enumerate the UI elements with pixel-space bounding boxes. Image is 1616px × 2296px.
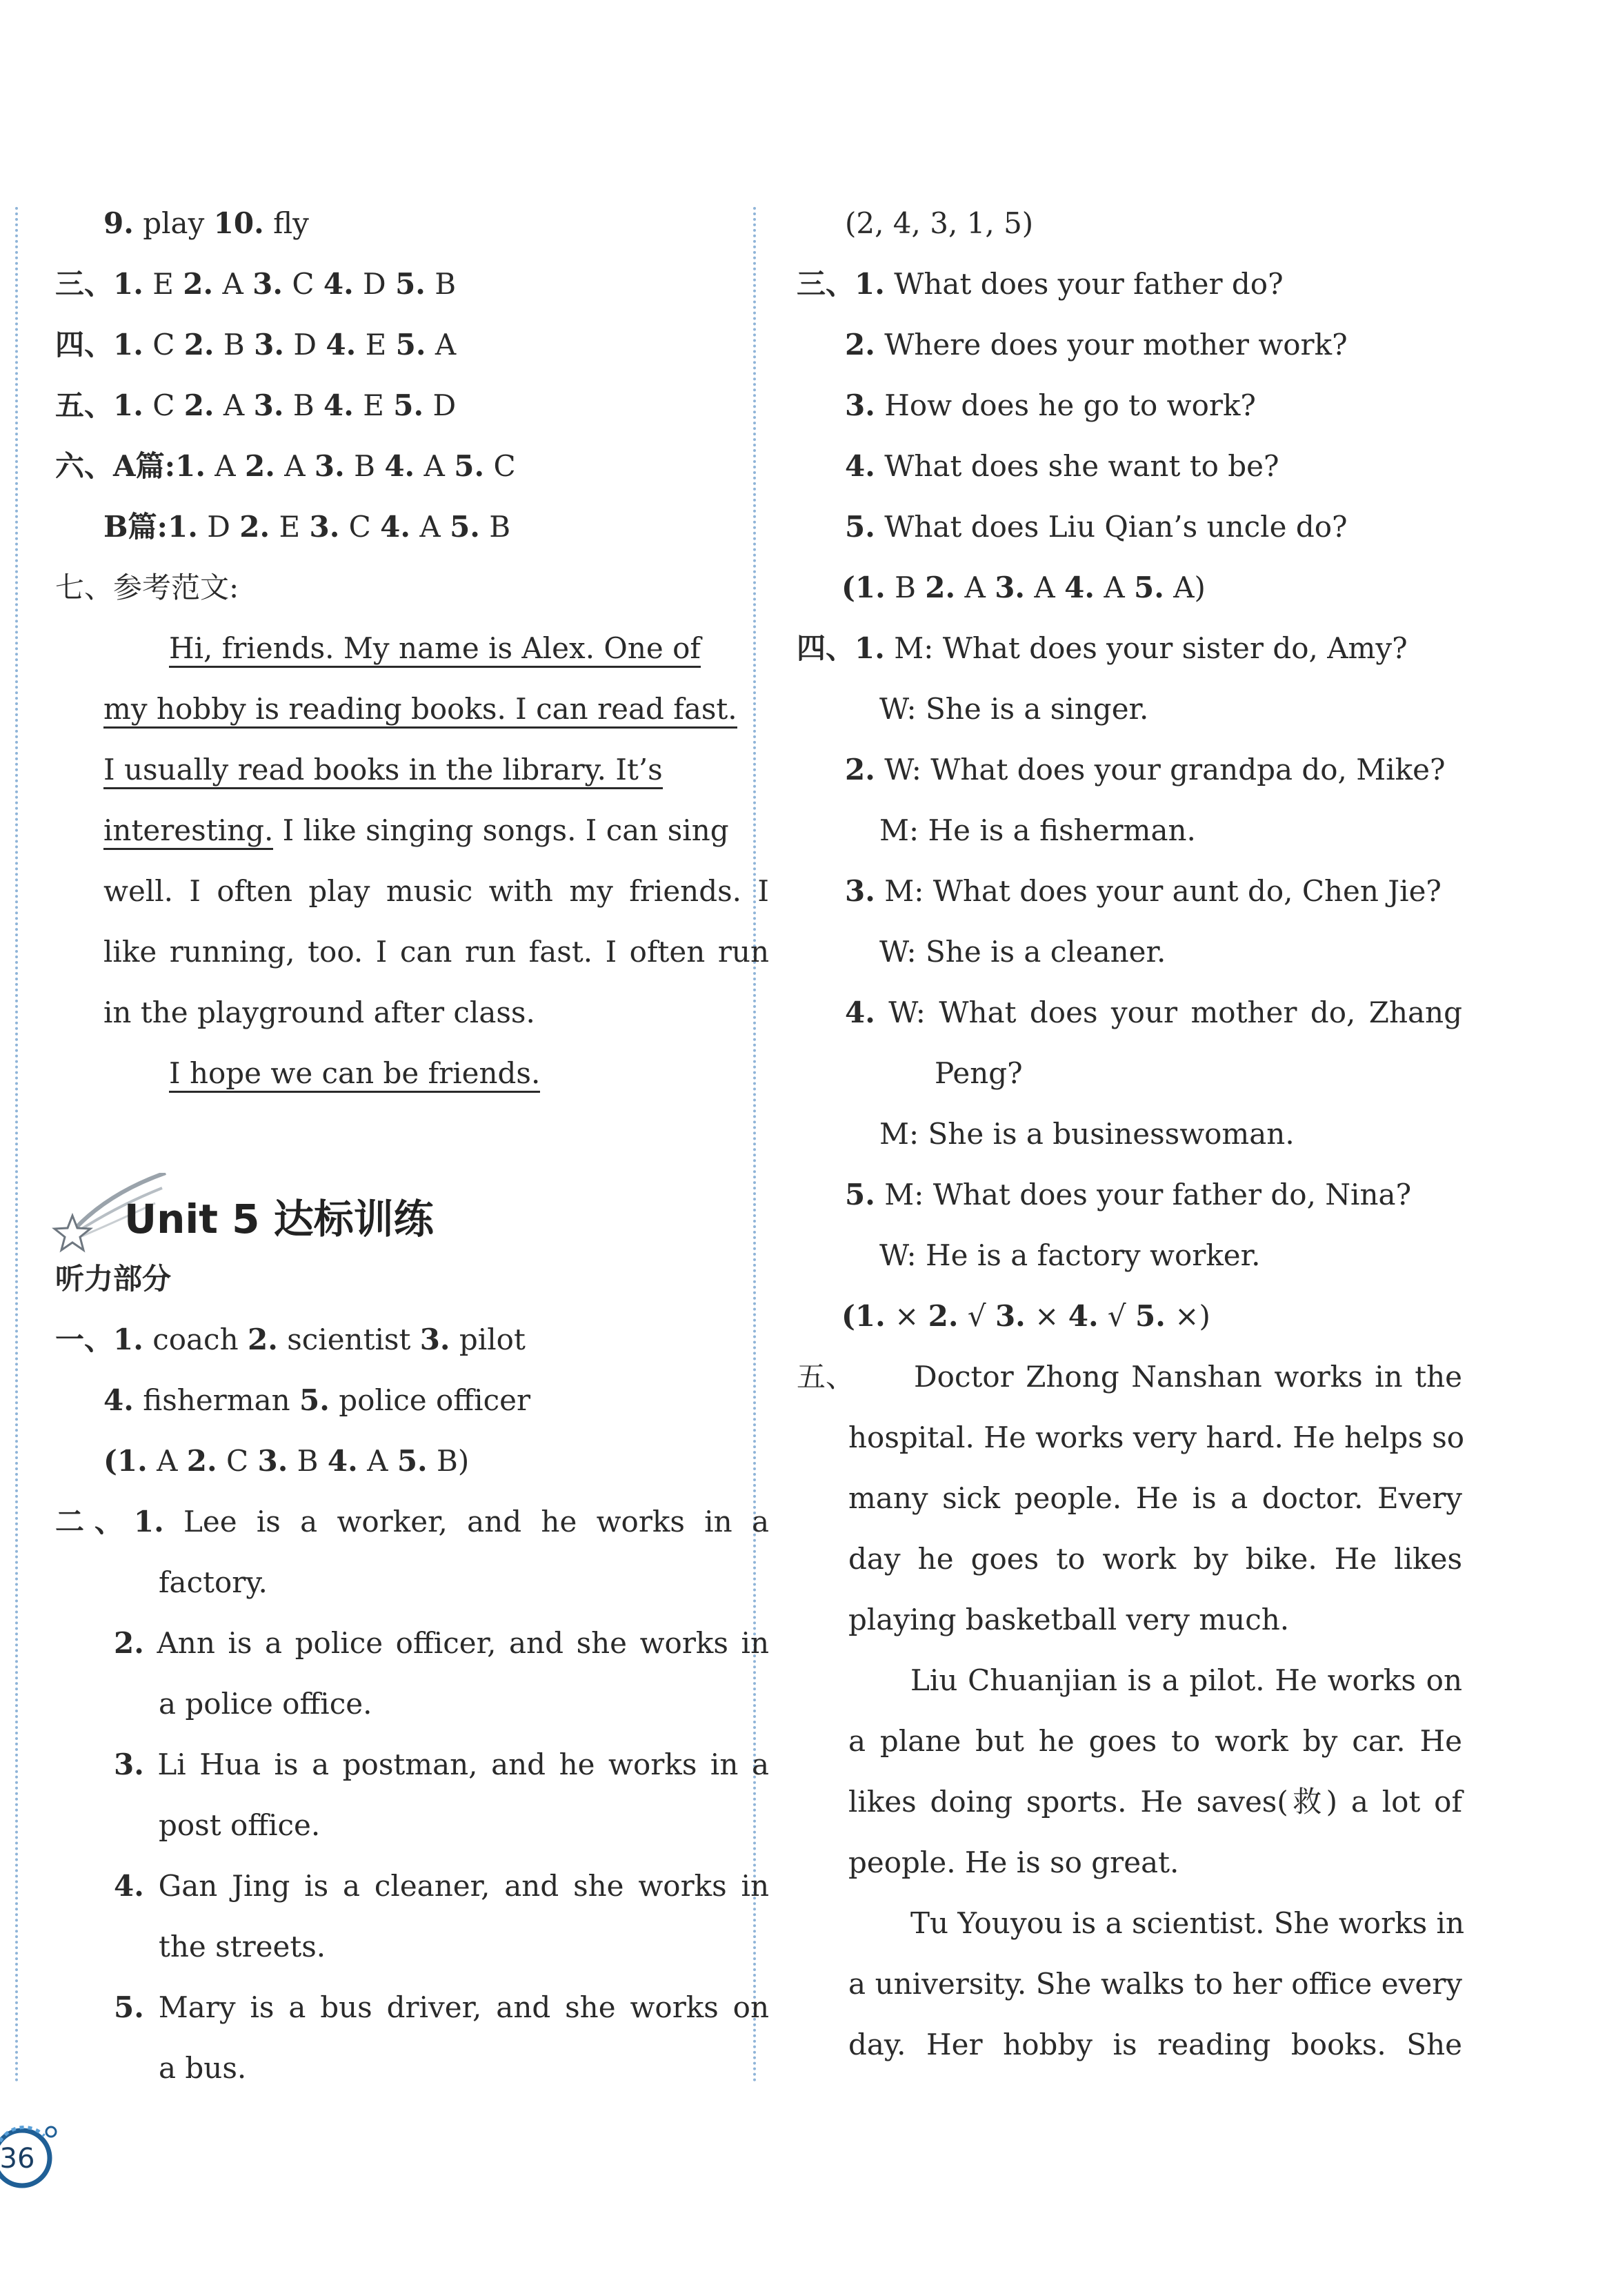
- answer-line: [103, 193, 309, 254]
- answer-text: police officer: [329, 1383, 531, 1417]
- answer-line: [114, 1856, 769, 1917]
- answer-text: a bus.: [159, 2051, 247, 2085]
- answer-text: B: [288, 1444, 328, 1478]
- answer-text: A: [213, 267, 253, 301]
- answer-text: A: [415, 449, 455, 483]
- passage-line: playing basketball very much.: [848, 1603, 1290, 1636]
- question-number: 2.: [186, 1444, 217, 1478]
- answer-line: [845, 436, 1279, 497]
- answer-line: [841, 557, 1206, 618]
- answer-text: W: She is a cleaner.: [879, 935, 1166, 969]
- essay-line: like running, too. I can run fast. I often run: [103, 935, 769, 969]
- answer-text: Lee is a worker, and he works in a: [163, 1505, 769, 1538]
- question-number: 4.: [1068, 1299, 1099, 1333]
- passage-line: Tu Youyou is a scientist. She works in: [910, 1906, 1465, 1940]
- question-number: 3.: [995, 571, 1026, 604]
- answer-text: factory.: [159, 1565, 268, 1599]
- answer-line: [114, 1977, 769, 2038]
- answer-text: A): [1164, 571, 1206, 604]
- question-number: (1.: [841, 1299, 886, 1333]
- answer-line: [879, 1225, 1260, 1286]
- question-number: 4.: [845, 996, 875, 1029]
- answer-text: M: What does your aunt do, Chen Jie?: [875, 874, 1442, 908]
- answer-text: A: [205, 449, 245, 483]
- answer-text: B: [425, 267, 457, 301]
- question-number: 4.: [384, 449, 415, 483]
- answer-line: [159, 1795, 320, 1856]
- passage-line: people. He is so great.: [848, 1845, 1179, 1879]
- question-number: 5.: [450, 510, 480, 544]
- underlined-text: interesting.: [103, 816, 273, 850]
- question-number: 5.: [114, 1990, 144, 2024]
- question-number: 2.: [845, 328, 875, 362]
- answer-text: scientist: [277, 1323, 420, 1356]
- answer-text: a police office.: [159, 1687, 372, 1721]
- question-number: 3.: [995, 1299, 1026, 1333]
- question-number: 2.: [114, 1626, 144, 1660]
- answer-line: [797, 618, 1408, 679]
- passage-line: day. Her hobby is reading books. She: [848, 2028, 1462, 2061]
- question-number: 5.: [845, 1178, 875, 1211]
- answer-text: B: [214, 328, 255, 362]
- question-number: (1.: [103, 1444, 148, 1478]
- answer-text: Peng?: [935, 1056, 1023, 1090]
- answer-line: [103, 497, 510, 557]
- answer-text: fisherman: [133, 1383, 300, 1417]
- answer-text: Ann is a police officer, and she works in: [143, 1626, 769, 1660]
- question-number: 10.: [213, 206, 264, 240]
- passage-line: Liu Chuanjian is a pilot. He works on: [910, 1663, 1462, 1697]
- answer-line: [845, 982, 1462, 1043]
- answer-line: [55, 254, 456, 315]
- answer-line: [103, 1370, 530, 1431]
- answer-line: [879, 800, 1196, 861]
- answer-line: [841, 1286, 1210, 1347]
- essay-line: well. I often play music with my friends. I: [103, 874, 769, 908]
- passage-line: hospital. He works very hard. He helps so: [848, 1421, 1465, 1454]
- question-number: 3.: [314, 449, 345, 483]
- question-number: 5.: [395, 328, 426, 362]
- answer-text: D: [353, 267, 396, 301]
- essay-line: in the playground after class.: [103, 996, 535, 1029]
- answer-text: B: [885, 571, 926, 604]
- question-number: 4.: [323, 388, 354, 422]
- answer-text: Gan Jing is a cleaner, and she works in: [143, 1869, 769, 1903]
- answer-text: A: [426, 328, 457, 362]
- answer-text: What does your father do?: [884, 267, 1284, 301]
- answer-line: [55, 315, 456, 375]
- essay-line: [169, 618, 769, 679]
- underlined-text: I hope we can be friends.: [169, 1059, 540, 1093]
- question-number: 三、1.: [55, 267, 143, 301]
- question-number: 四、1.: [55, 328, 143, 362]
- question-number: 3.: [257, 1444, 288, 1478]
- answer-text: W: He is a factory worker.: [879, 1238, 1261, 1272]
- question-number: 3.: [845, 388, 875, 422]
- answer-text: B: [283, 388, 324, 422]
- question-number: 二、1.: [55, 1505, 164, 1538]
- underlined-text: Hi, friends. My name is Alex. One of: [169, 634, 701, 668]
- passage-line: a plane but he goes to work by car. He: [848, 1724, 1462, 1758]
- answer-line: [845, 315, 1348, 375]
- listening-label: 听力部分: [55, 1262, 172, 1296]
- answer-text: C: [143, 328, 184, 362]
- passage-line: day he goes to work by bike. He likes: [848, 1542, 1462, 1576]
- question-number: 六、A篇:1.: [55, 449, 206, 483]
- question-number: 4.: [326, 328, 357, 362]
- question-number: 5.: [845, 510, 875, 544]
- answer-text: M: What does your father do, Nina?: [875, 1178, 1412, 1211]
- answer-text: ×: [885, 1299, 928, 1333]
- answer-text: C: [283, 267, 323, 301]
- question-number: 5.: [299, 1383, 330, 1417]
- answer-text: How does he go to work?: [875, 388, 1256, 422]
- answer-text: √: [958, 1299, 995, 1333]
- question-number: 3.: [309, 510, 340, 544]
- answer-text: E: [143, 267, 183, 301]
- answer-line: [935, 1043, 1023, 1104]
- page-number: 36: [0, 2143, 35, 2175]
- answer-line: [845, 740, 1446, 800]
- question-number: 4.: [380, 510, 411, 544]
- answer-line: [159, 2038, 246, 2099]
- answer-text: coach: [143, 1323, 248, 1356]
- answer-text: Mary is a bus driver, and she works on: [143, 1990, 769, 2024]
- essay-line: [103, 740, 769, 800]
- answer-text: B: [344, 449, 385, 483]
- question-number: (1.: [841, 571, 886, 604]
- answer-text: A: [1025, 571, 1065, 604]
- answer-line: [879, 922, 1166, 982]
- answer-line: [879, 679, 1148, 740]
- answer-text: C: [143, 388, 184, 422]
- answer-text: M: He is a fisherman.: [879, 813, 1196, 847]
- answer-text: post office.: [159, 1808, 321, 1842]
- answer-text: 七、参考范文:: [55, 571, 239, 604]
- answer-text: C: [339, 510, 381, 544]
- answer-text: B: [479, 510, 511, 544]
- answer-line: [55, 1492, 769, 1552]
- question-number: 4.: [845, 449, 875, 483]
- passage-line: many sick people. He is a doctor. Every: [848, 1481, 1462, 1515]
- question-number: 三、1.: [797, 267, 885, 301]
- question-number: 4.: [103, 1383, 134, 1417]
- answer-text: the streets.: [159, 1930, 326, 1963]
- question-number: 2.: [183, 328, 215, 362]
- question-number: 3.: [419, 1323, 450, 1356]
- answer-text: Where does your mother work?: [875, 328, 1348, 362]
- answer-line: [797, 254, 1284, 315]
- answer-text: A: [955, 571, 995, 604]
- answer-text: E: [353, 388, 394, 422]
- essay-line: [169, 1043, 540, 1104]
- answer-line: [55, 375, 456, 436]
- answer-line: [845, 1165, 1411, 1225]
- answer-text: M: What does your sister do, Amy?: [884, 631, 1408, 665]
- answer-text: What does Liu Qian’s uncle do?: [875, 510, 1348, 544]
- question-number: 2.: [925, 571, 956, 604]
- passage-line: likes doing sports. He saves(救) a lot of: [848, 1785, 1462, 1819]
- question-number: 5.: [397, 1444, 428, 1478]
- answer-text: M: She is a businesswoman.: [879, 1117, 1295, 1151]
- answer-text: E: [356, 328, 396, 362]
- answer-text: D: [284, 328, 326, 362]
- page-number-badge: [0, 2118, 66, 2190]
- answer-line: [845, 497, 1348, 557]
- answer-text: A: [1094, 571, 1135, 604]
- question-number: 3.: [114, 1748, 144, 1781]
- answer-text: Li Hua is a postman, and he works in a: [143, 1748, 769, 1781]
- question-number: 四、1.: [797, 631, 885, 665]
- answer-line: [55, 1309, 526, 1370]
- answer-text: What does she want to be?: [875, 449, 1279, 483]
- question-number: 2.: [239, 510, 270, 544]
- question-number: 2.: [928, 1299, 959, 1333]
- question-number: 4.: [323, 267, 354, 301]
- answer-line: [114, 1613, 769, 1674]
- question-number: 五、1.: [55, 388, 143, 422]
- answer-line: [103, 1431, 469, 1492]
- essay-text: I like singing songs. I can sing: [273, 813, 729, 847]
- left-margin-line: [15, 207, 18, 2084]
- answer-text: √: [1098, 1299, 1136, 1333]
- answer-text: C: [484, 449, 516, 483]
- answer-line: [159, 1917, 326, 1977]
- question-number: 4.: [1064, 571, 1095, 604]
- passage-line: a university. She walks to her office every: [848, 1967, 1462, 2001]
- question-number: 5.: [393, 388, 424, 422]
- column-divider: [753, 207, 756, 2084]
- answer-text: A: [357, 1444, 397, 1478]
- answer-text: D: [197, 510, 240, 544]
- question-number: B篇:1.: [103, 510, 198, 544]
- essay-line: [103, 679, 769, 740]
- answer-line: [845, 861, 1442, 922]
- answer-line: [159, 1552, 268, 1613]
- question-number: 5.: [395, 267, 426, 301]
- answer-text: A: [410, 510, 450, 544]
- question-number: 2.: [244, 449, 275, 483]
- passage-line: Doctor Zhong Nanshan works in the: [914, 1360, 1462, 1394]
- question-number: 一、1.: [55, 1323, 143, 1356]
- answer-text: pilot: [450, 1323, 526, 1356]
- question-number: 9.: [103, 206, 134, 240]
- answer-text: E: [270, 510, 310, 544]
- answer-line: [159, 1674, 372, 1734]
- answer-line: [55, 436, 516, 497]
- answer-line: [845, 193, 1033, 254]
- answer-text: B): [427, 1444, 470, 1478]
- underlined-text: I usually read books in the library. It’s: [103, 755, 663, 789]
- question-number: 2.: [183, 388, 215, 422]
- question-number: 4.: [114, 1869, 144, 1903]
- underlined-text: my hobby is reading books. I can read fast.: [103, 695, 737, 729]
- question-number: 5.: [1134, 571, 1164, 604]
- question-number: 3.: [252, 267, 283, 301]
- answer-text: A: [147, 1444, 187, 1478]
- answer-line: [879, 1104, 1295, 1165]
- question-label: 五、: [797, 1360, 855, 1394]
- answer-text: W: What does your grandpa do, Mike?: [875, 753, 1446, 786]
- answer-text: A: [214, 388, 254, 422]
- question-number: 2.: [247, 1323, 278, 1356]
- question-number: 5.: [454, 449, 485, 483]
- question-number: 3.: [253, 388, 284, 422]
- answer-text: W: What does your mother do, Zhang: [875, 996, 1462, 1029]
- question-number: 4.: [327, 1444, 358, 1478]
- question-number: 2.: [845, 753, 875, 786]
- question-number: 3.: [254, 328, 284, 362]
- answer-text: D: [423, 388, 457, 422]
- section-title: Unit 5 达标训练: [124, 1196, 434, 1243]
- question-number: 2.: [183, 267, 214, 301]
- answer-text: W: She is a singer.: [879, 692, 1149, 726]
- answer-text: ×: [1025, 1299, 1068, 1333]
- answer-line: [55, 557, 239, 618]
- answer-text: ×): [1165, 1299, 1210, 1333]
- answer-line: [845, 375, 1256, 436]
- answer-line: [114, 1734, 769, 1795]
- answer-text: fly: [263, 206, 309, 240]
- question-number: 5.: [1135, 1299, 1166, 1333]
- answer-text: play: [133, 206, 214, 240]
- answer-text: C: [217, 1444, 258, 1478]
- answer-text: (2, 4, 3, 1, 5): [845, 206, 1034, 240]
- essay-line: [103, 800, 769, 861]
- question-number: 3.: [845, 874, 875, 908]
- answer-text: A: [275, 449, 315, 483]
